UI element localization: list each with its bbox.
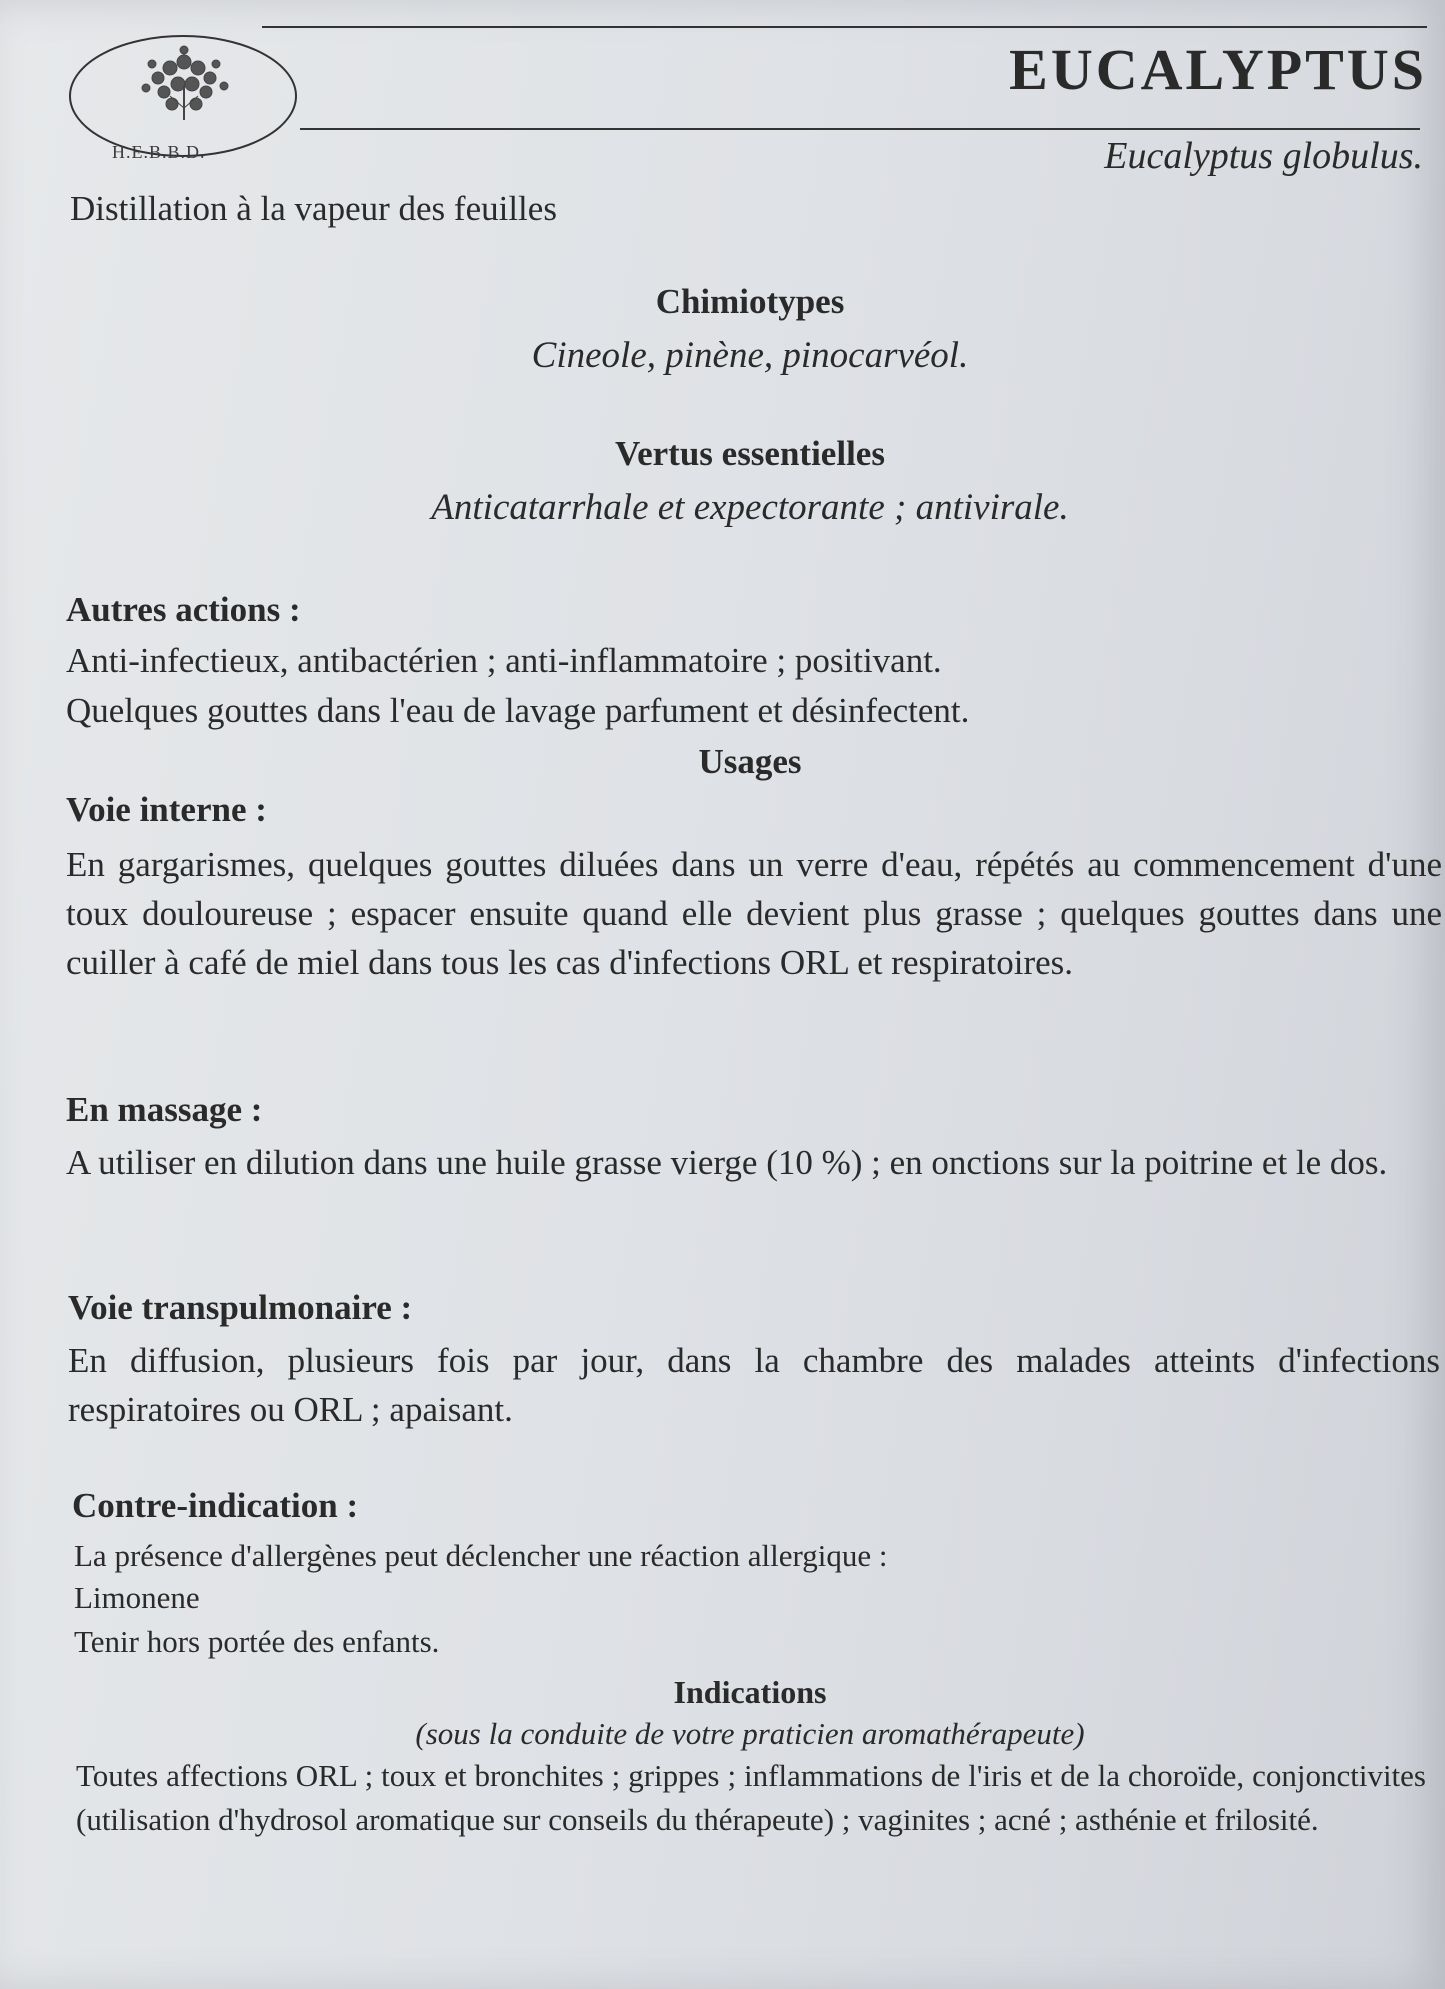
- logo-text: H.E.B.B.D.: [112, 142, 206, 162]
- contre-indication-heading: Contre-indication :: [72, 1486, 359, 1525]
- autres-actions-line1: Anti-infectieux, antibactérien ; anti-inflammatoire ; positivant.: [66, 641, 942, 680]
- contre-indication-line2: Limonene: [74, 1580, 200, 1615]
- page-title: EUCALYPTUS: [1009, 37, 1427, 102]
- vertus-heading: Vertus essentielles: [615, 434, 885, 473]
- transpulmonaire-text: En diffusion, plusieurs fois par jour, dans la chambre des malades atteints d'infections respiratoires ou ORL ; apaisant.: [68, 1341, 1440, 1429]
- transpulmonaire-heading: Voie transpulmonaire :: [68, 1288, 413, 1327]
- autres-actions-line2: Quelques gouttes dans l'eau de lavage parfument et désinfectent.: [66, 691, 970, 730]
- massage-heading: En massage :: [66, 1090, 263, 1129]
- autres-actions-heading: Autres actions :: [66, 590, 301, 629]
- chimiotypes-heading: Chimiotypes: [655, 282, 845, 321]
- contre-indication-line3: Tenir hors portée des enfants.: [74, 1624, 440, 1659]
- contre-indication-line1: La présence d'allergènes peut déclencher une réaction allergique :: [74, 1538, 888, 1573]
- chimiotypes-value: Cineole, pinène, pinocarvéol.: [531, 335, 969, 376]
- logo: [66, 30, 300, 170]
- latin-name: Eucalyptus globulus.: [1104, 135, 1423, 177]
- voie-interne-text: En gargarismes, quelques gouttes diluées dans un verre d'eau, répétés au commencement d'une toux douloureuse ; espacer ensuite quand elle devient plus grasse ; quelques gouttes dans une cuiller à café de miel dans tous les cas d'infections ORL et respiratoires.: [66, 845, 1442, 982]
- indications-subheading: (sous la conduite de votre praticien aromathérapeute): [415, 1716, 1085, 1751]
- indications-heading: Indications: [673, 1674, 827, 1710]
- vertus-value: Anticatarrhale et expectorante ; antivirale.: [431, 487, 1069, 528]
- voie-interne-heading: Voie interne :: [66, 790, 267, 829]
- title-rule: [300, 128, 1420, 130]
- leaf-emblem-icon: [66, 30, 300, 170]
- distillation-method: Distillation à la vapeur des feuilles: [70, 189, 557, 228]
- indications-text: Toutes affections ORL ; toux et bronchites ; grippes ; inflammations de l'iris et de la choroïde, conjonctivites (utilisation d'hydrosol aromatique sur conseils du thérapeute) ; vaginites ; acné ; asthénie et frilosité.: [76, 1758, 1426, 1837]
- usages-heading: Usages: [698, 742, 802, 781]
- massage-text: A utiliser en dilution dans une huile grasse vierge (10 %) ; en onctions sur la poitrine et le dos.: [66, 1143, 1388, 1182]
- top-rule: [262, 26, 1427, 28]
